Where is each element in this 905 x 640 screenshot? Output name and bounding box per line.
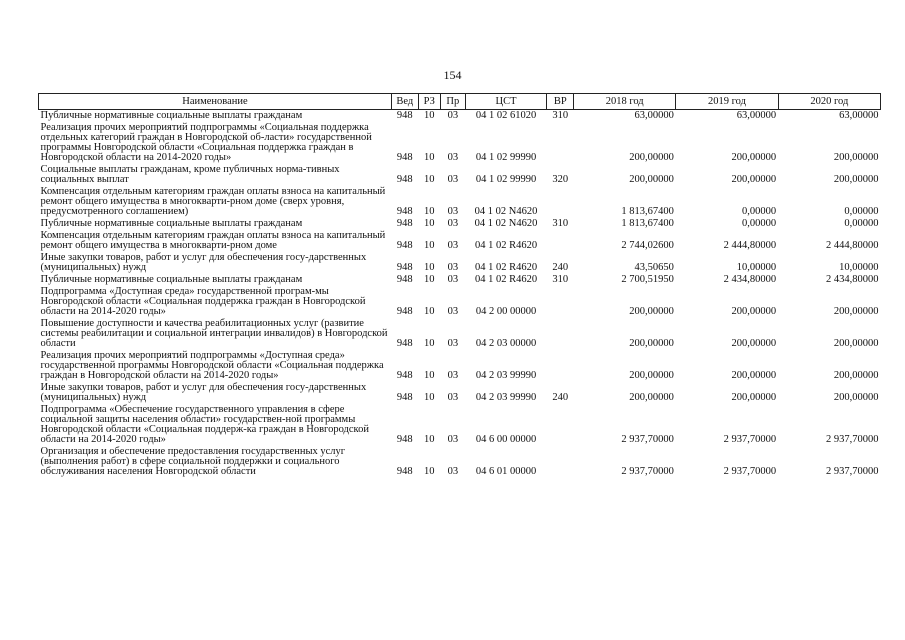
table-row (39, 252, 881, 274)
col-header-name: Наименование (39, 94, 392, 110)
cell-2020: 2 434,80000 (826, 274, 879, 285)
cell-vr: 310 (552, 110, 569, 121)
cell-2019: 2 937,70000 (723, 466, 777, 477)
cell-2020: 2 444,80000 (826, 240, 879, 251)
table-row (39, 318, 881, 350)
cell-2020: 200,00000 (833, 392, 879, 403)
cell-2018: 200,00000 (629, 306, 674, 317)
cell-ved: 948 (396, 434, 413, 445)
cell-2020: 10,00000 (839, 262, 879, 273)
cell-vr: 320 (552, 174, 569, 185)
cell-pr: 03 (447, 466, 459, 477)
cell-vr (547, 350, 574, 382)
cell-rz: 10 (424, 392, 435, 403)
cell-2020: 2 937,70000 (826, 466, 879, 477)
cell-vr (547, 286, 574, 318)
cell-vr: 310 (552, 218, 569, 229)
col-header-2020: 2020 год (778, 94, 880, 110)
cell-cst: 04 1 02 R4620 (474, 274, 538, 285)
cell-vr (547, 186, 574, 218)
cell-ved: 948 (396, 240, 413, 251)
cell-cst: 04 1 02 99990 (475, 152, 537, 163)
cell-ved: 948 (396, 262, 413, 273)
cell-name: Реализация прочих мероприятий подпрограммы «Социальная поддержка отдельных категорий граждан в Новгородской об-ласти» государственной программы Новгородской области «Социальная поддержка граждан в Новгородской области на 2014-2020 годы» (40, 122, 372, 163)
cell-2019: 2 937,70000 (723, 434, 777, 445)
cell-2018: 43,50650 (634, 262, 674, 273)
cell-2019: 63,00000 (736, 110, 777, 121)
cell-vr (547, 446, 574, 478)
cell-name: Публичные нормативные социальные выплаты гражданам (40, 274, 303, 285)
cell-ved: 948 (396, 466, 413, 477)
col-header-vr: ВР (547, 94, 574, 110)
cell-ved: 948 (396, 218, 413, 229)
col-header-2019: 2019 год (676, 94, 778, 110)
cell-rz: 10 (424, 306, 435, 317)
cell-2018: 200,00000 (629, 338, 674, 349)
table-body (39, 110, 881, 479)
cell-vr (547, 404, 574, 446)
budget-table (38, 93, 881, 478)
table-row (39, 218, 881, 230)
cell-2019: 200,00000 (731, 370, 777, 381)
cell-rz: 10 (424, 240, 435, 251)
cell-2020: 0,00000 (844, 206, 879, 217)
cell-ved: 948 (396, 110, 413, 121)
cell-rz: 10 (424, 274, 435, 285)
table-row (39, 122, 881, 164)
table-row (39, 164, 881, 186)
table-row (39, 446, 881, 478)
cell-name: Иные закупки товаров, работ и услуг для обеспечения госу-дарственных (муниципальных) нужд (40, 382, 367, 403)
cell-pr: 03 (447, 434, 459, 445)
cell-2018: 200,00000 (629, 152, 674, 163)
cell-cst: 04 1 02 99990 (475, 174, 537, 185)
cell-2019: 200,00000 (731, 174, 777, 185)
cell-ved: 948 (396, 338, 413, 349)
cell-name: Иные закупки товаров, работ и услуг для обеспечения госу-дарственных (муниципальных) нужд (40, 252, 367, 273)
cell-name: Подпрограмма «Обеспечение государственного управления в сфере социальной защиты населения области» государствен-ной программы Новгородской области «Социальная поддерж-ка граждан в Новгородской области на 2014-2020 годы» (40, 404, 369, 445)
table-row (39, 186, 881, 218)
cell-ved: 948 (396, 206, 413, 217)
cell-2020: 200,00000 (833, 306, 879, 317)
cell-rz: 10 (424, 338, 435, 349)
cell-rz: 10 (424, 218, 435, 229)
col-header-2018: 2018 год (574, 94, 676, 110)
cell-ved: 948 (396, 152, 413, 163)
cell-2018: 1 813,67400 (621, 206, 674, 217)
table-row (39, 350, 881, 382)
cell-2020: 0,00000 (844, 218, 879, 229)
cell-pr: 03 (447, 370, 459, 381)
cell-vr: 240 (552, 262, 569, 273)
cell-rz: 10 (424, 206, 435, 217)
cell-name: Публичные нормативные социальные выплаты гражданам (40, 218, 303, 229)
cell-name: Социальные выплаты гражданам, кроме публичных норма-тивных социальных выплат (40, 164, 340, 185)
cell-2018: 1 813,67400 (621, 218, 674, 229)
cell-2019: 10,00000 (736, 262, 777, 273)
cell-2018: 2 937,70000 (621, 434, 674, 445)
cell-2020: 200,00000 (833, 370, 879, 381)
cell-2020: 2 937,70000 (826, 434, 879, 445)
cell-name: Реализация прочих мероприятий подпрограммы «Доступная среда» государственной программы Новгородской области «Социальная поддержка граждан в Новгородской области на 2014-2020 годы» (40, 350, 384, 381)
cell-rz: 10 (424, 466, 435, 477)
cell-name: Компенсация отдельным категориям граждан оплаты взноса на капитальный ремонт общего имущества в многокварти-рном доме (сверх уровня, предусмотренного соглашением) (40, 186, 386, 217)
cell-cst: 04 2 03 00000 (475, 338, 537, 349)
cell-2020: 63,00000 (839, 110, 879, 121)
cell-2018: 200,00000 (629, 392, 674, 403)
table-row (39, 230, 881, 252)
col-header-pr: Пр (441, 94, 466, 110)
cell-2019: 200,00000 (731, 338, 777, 349)
cell-2020: 200,00000 (833, 174, 879, 185)
cell-2019: 2 444,80000 (723, 240, 777, 251)
cell-cst: 04 1 02 R4620 (474, 240, 538, 251)
cell-rz: 10 (424, 152, 435, 163)
cell-2018: 63,00000 (634, 110, 674, 121)
cell-2019: 200,00000 (731, 152, 777, 163)
cell-rz: 10 (424, 174, 435, 185)
table-row (39, 274, 881, 286)
cell-name: Публичные нормативные социальные выплаты гражданам (40, 110, 303, 121)
cell-ved: 948 (396, 306, 413, 317)
cell-name: Повышение доступности и качества реабилитационных услуг (развитие системы реабилитации и социальной интеграции инвалидов) в Новгородской области (40, 318, 388, 349)
cell-2020: 200,00000 (833, 338, 879, 349)
cell-pr: 03 (447, 338, 459, 349)
cell-pr: 03 (447, 262, 459, 273)
cell-cst: 04 1 02 N4620 (474, 218, 538, 229)
cell-ved: 948 (396, 392, 413, 403)
cell-rz: 10 (424, 262, 435, 273)
cell-cst: 04 6 01 00000 (475, 466, 537, 477)
cell-vr (547, 122, 574, 164)
col-header-cst: ЦСТ (465, 94, 547, 110)
header-row (39, 94, 881, 110)
cell-cst: 04 1 02 61020 (475, 110, 537, 121)
cell-cst: 04 1 02 N4620 (474, 206, 538, 217)
cell-rz: 10 (424, 370, 435, 381)
cell-pr: 03 (447, 174, 459, 185)
cell-2019: 200,00000 (731, 392, 777, 403)
cell-name: Подпрограмма «Доступная среда» государственной програм-мы Новгородской области «Социальная поддержка граждан в Новгородской области на 2014-2020 годы» (40, 286, 366, 317)
cell-2018: 2 937,70000 (621, 466, 674, 477)
cell-rz: 10 (424, 434, 435, 445)
cell-2018: 2 700,51950 (621, 274, 674, 285)
cell-pr: 03 (447, 110, 459, 121)
cell-cst: 04 1 02 R4620 (474, 262, 538, 273)
cell-name: Организация и обеспечение предоставления государственных услуг (выполнения работ) в сфере социальной поддержки и социального обслуживания населения Новгородской области (40, 446, 346, 477)
col-header-rz: РЗ (418, 94, 441, 110)
table-row (39, 404, 881, 446)
cell-ved: 948 (396, 174, 413, 185)
cell-cst: 04 6 00 00000 (475, 434, 537, 445)
cell-pr: 03 (447, 392, 459, 403)
cell-name: Компенсация отдельным категориям граждан оплаты взноса на капитальный ремонт общего имущества в многокварти-рном доме (40, 230, 386, 251)
cell-2018: 200,00000 (629, 370, 674, 381)
table-row (39, 110, 881, 123)
page-number: 154 (443, 68, 462, 82)
cell-cst: 04 2 03 99990 (475, 392, 537, 403)
cell-pr: 03 (447, 206, 459, 217)
cell-pr: 03 (447, 218, 459, 229)
cell-vr (547, 230, 574, 252)
cell-2019: 0,00000 (742, 206, 777, 217)
cell-2020: 200,00000 (833, 152, 879, 163)
cell-cst: 04 2 00 00000 (475, 306, 537, 317)
cell-vr: 310 (552, 274, 569, 285)
cell-ved: 948 (396, 370, 413, 381)
cell-ved: 948 (396, 274, 413, 285)
cell-pr: 03 (447, 274, 459, 285)
cell-pr: 03 (447, 240, 459, 251)
cell-rz: 10 (424, 110, 435, 121)
cell-cst: 04 2 03 99990 (475, 370, 537, 381)
cell-vr (547, 318, 574, 350)
col-header-ved: Вед (391, 94, 418, 110)
table-row (39, 286, 881, 318)
cell-2019: 0,00000 (742, 218, 777, 229)
cell-pr: 03 (447, 306, 459, 317)
table-row (39, 382, 881, 404)
cell-2018: 2 744,02600 (621, 240, 674, 251)
cell-2019: 2 434,80000 (723, 274, 777, 285)
cell-2019: 200,00000 (731, 306, 777, 317)
cell-2018: 200,00000 (629, 174, 674, 185)
cell-pr: 03 (447, 152, 459, 163)
cell-vr: 240 (552, 392, 569, 403)
